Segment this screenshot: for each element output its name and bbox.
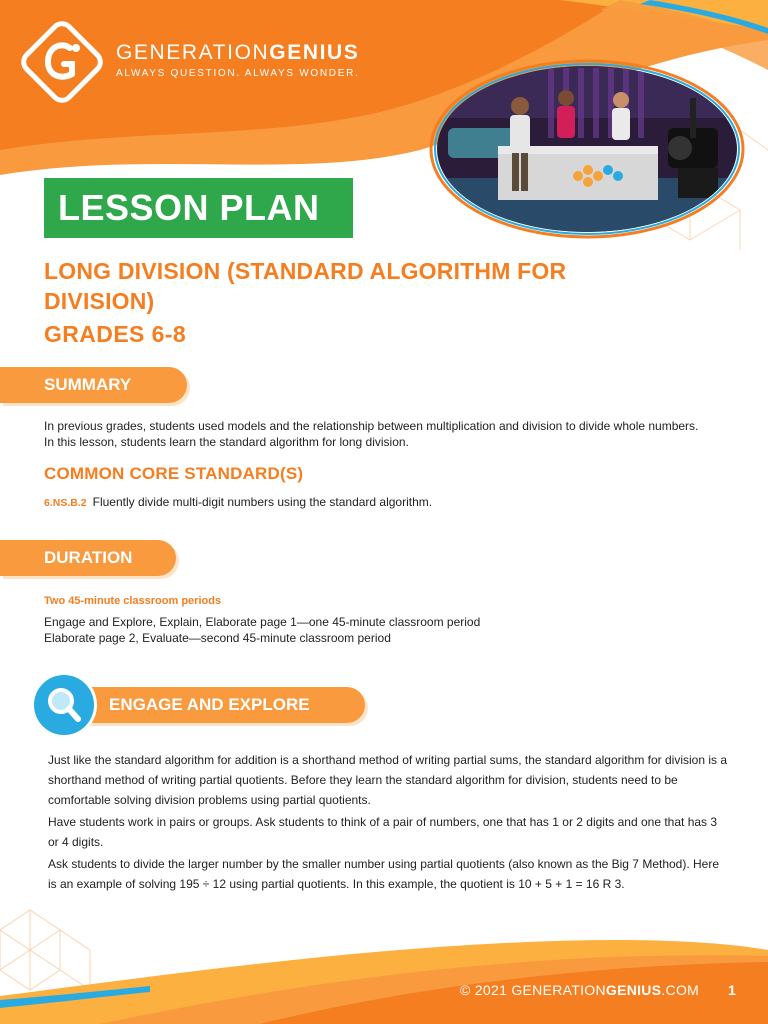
brand-wordmark [116,42,359,79]
engage-heading: ENGAGE AND EXPLORE [72,687,365,723]
duration-line-2: Elaborate page 2, Evaluate—second 45-minute classroom period [44,631,391,645]
grade-range: GRADES 6-8 [44,321,187,347]
footer-copyright[interactable]: © 2021 GENERATIONGENIUS.COM [460,982,700,998]
brand-logo[interactable] [18,18,106,106]
standard-text: Fluently divide multi-digit numbers using the standard algorithm. [92,495,433,509]
magnifying-glass-icon [30,671,98,739]
summary-heading: SUMMARY [0,367,187,403]
logo-mark-icon [18,18,106,106]
engage-paragraph-3: Ask students to divide the larger number by the smaller number using partial quotients (also known as the Big 7 Method). Here is an example of solving 195 ÷ 12 using partial quotients. In this example, the quotient is 10 + 5 + 1 = 16 R 3. [48,857,720,891]
brand-name: GENERATIONGENIUS [116,41,360,64]
duration-subheading: Two 45-minute classroom periods [44,595,222,607]
engage-paragraph-1: Just like the standard algorithm for addition is a shorthand method of writing partial sums, the standard algorithm for division is a shorthand method of writing partial quotients. Before they learn the standard algorithm for division, students need to be comfortable solving division problems using partial quotients. [48,753,728,807]
standard-item [44,494,704,511]
summary-text: In previous grades, students used models and the relationship between multiplication and division to divide whole numbers. In this lesson, students learn the standard algorithm for long division. [44,419,699,449]
duration-heading: DURATION [0,540,176,576]
hero-photo [428,58,746,240]
brand-tagline: ALWAYS QUESTION. ALWAYS WONDER. [116,68,360,79]
standard-code: 6.NS.B.2 [44,497,87,509]
lesson-title: LONG DIVISION (STANDARD ALGORITHM FOR DIVISION) [44,258,567,314]
lesson-plan-label: LESSON PLAN [44,178,353,238]
footer-background [0,900,768,1024]
duration-line-1: Engage and Explore, Explain, Elaborate page 1—one 45-minute classroom period [44,615,481,629]
page-number: 1 [728,982,736,998]
engage-paragraph-2: Have students work in pairs or groups. Ask students to think of a pair of numbers, one that has 1 or 2 digits and one that has 3 or 4 digits. [48,815,718,849]
standards-heading: COMMON CORE STANDARD(S) [44,464,304,483]
